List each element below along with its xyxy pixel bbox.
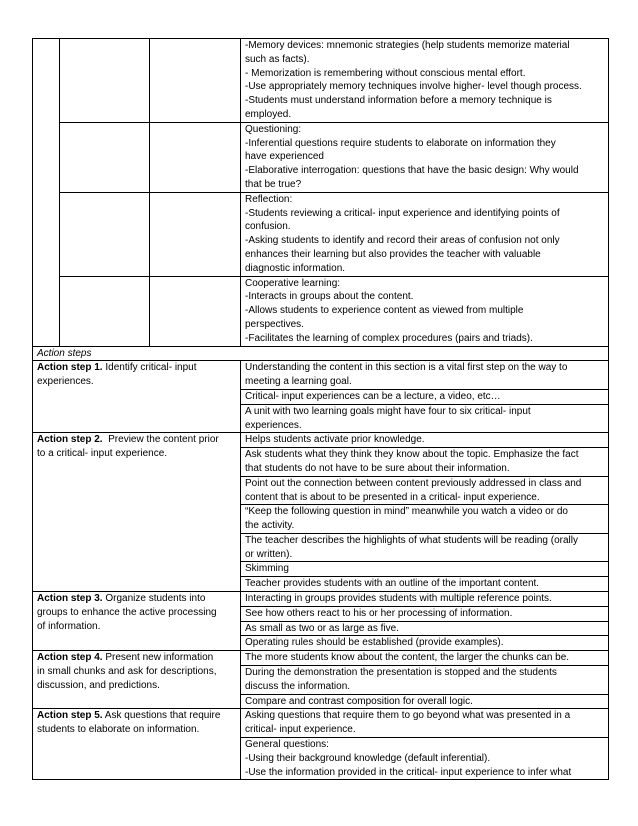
table-row [33, 592, 609, 607]
text-line: During the demonstration the presentation is stopped and the students [245, 667, 557, 679]
action-step-description: Ask questions that require students to elaborate on information. [37, 710, 221, 736]
action-step-title: Action step 1. [37, 362, 103, 374]
empty-cell [150, 122, 241, 192]
text-line: meeting a learning goal. [245, 376, 352, 388]
text-line: that be true? [245, 178, 302, 190]
content-cell [241, 192, 609, 276]
text-line: Critical- input experiences can be a lecture, a video, etc… [245, 390, 501, 402]
text-line: As small as two or as large as five. [245, 622, 399, 634]
text-line: confusion. [245, 221, 291, 233]
step-detail-cell [241, 738, 609, 780]
action-step-label [33, 433, 241, 592]
empty-cell [60, 39, 150, 123]
text-line: The teacher describes the highlights of what students will be reading (orally [245, 534, 578, 546]
empty-cell [150, 192, 241, 276]
action-step-description: Present new information in small chunks and ask for descriptions, discussion, and predictions. [37, 652, 217, 691]
text-line: Teacher provides students with an outline of the important content. [245, 578, 540, 590]
step-detail-cell [241, 361, 609, 390]
action-step-label [33, 709, 241, 780]
action-step-description: Organize students into groups to enhance the active processing of information. [37, 593, 217, 632]
text-line: enhances their learning but also provides the teacher with valuable [245, 248, 541, 260]
lesson-table [32, 38, 609, 780]
text-line: Ask students what they think they know about the topic. Emphasize the fact [245, 449, 579, 461]
table-row [33, 433, 609, 448]
text-line: -Allows students to experience content as viewed from multiple [245, 305, 524, 317]
text-line: Reflection: [245, 193, 293, 205]
text-line: The more students know about the content, the larger the chunks can be. [245, 652, 570, 664]
text-line: - Memorization is remembering without conscious mental effort. [245, 67, 526, 79]
text-line: -Asking students to identify and record their areas of confusion not only [245, 235, 560, 247]
empty-cell [60, 122, 150, 192]
empty-cell [150, 276, 241, 346]
text-line: -Students must understand information before a memory technique is [245, 95, 552, 107]
content-cell [241, 39, 609, 123]
action-step-label [33, 651, 241, 709]
text-line: or written). [245, 548, 293, 560]
text-line: perspectives. [245, 318, 304, 330]
text-line: Cooperative learning: [245, 277, 341, 289]
empty-cell [33, 39, 60, 347]
text-line: -Use the information provided in the critical- input experience to infer what [245, 766, 572, 778]
action-step-description: Identify critical- input experiences. [37, 362, 197, 388]
text-line: A unit with two learning goals might have four to six critical- input [245, 405, 531, 417]
action-step-title: Action step 5. [37, 710, 103, 722]
text-line: content that is about to be presented in a critical- input experience. [245, 491, 540, 503]
action-step-label [33, 592, 241, 651]
step-detail-cell [241, 433, 609, 448]
table-row [33, 122, 609, 192]
step-detail-cell [241, 448, 609, 477]
text-line: the activity. [245, 520, 295, 532]
step-detail-cell [241, 694, 609, 709]
table-row [33, 651, 609, 666]
table-row [33, 276, 609, 346]
text-line: -Use appropriately memory techniques involve higher- level though process. [245, 81, 582, 93]
text-line: -Students reviewing a critical- input experience and identifying points of [245, 207, 560, 219]
step-detail-cell [241, 577, 609, 592]
text-line: Helps students activate prior knowledge. [245, 434, 425, 446]
action-step-label [33, 361, 241, 433]
text-line: -Memory devices: mnemonic strategies (help students memorize material [245, 40, 570, 51]
text-line: Understanding the content in this section is a vital first step on the way to [245, 362, 568, 374]
step-detail-cell [241, 533, 609, 562]
text-line: Skimming [245, 563, 289, 575]
action-step-description: Preview the content prior to a critical- input experience. [37, 434, 219, 460]
step-detail-cell [241, 651, 609, 666]
document-page [32, 38, 608, 780]
table-row [33, 39, 609, 123]
table-row [33, 192, 609, 276]
text-line: See how others react to his or her processing of information. [245, 607, 513, 619]
text-line: discuss the information. [245, 680, 351, 692]
text-line: such as facts). [245, 53, 310, 65]
content-cell [241, 276, 609, 346]
step-detail-cell [241, 592, 609, 607]
step-detail-cell [241, 404, 609, 433]
text-line: Compare and contrast composition for overall logic. [245, 695, 473, 707]
action-step-title: Action step 3. [37, 593, 103, 605]
text-line: have experienced [245, 151, 324, 163]
empty-cell [150, 39, 241, 123]
action-step-title: Action step 4. [37, 652, 103, 664]
text-line: Point out the connection between content previously addressed in class and [245, 477, 582, 489]
step-detail-cell [241, 476, 609, 505]
step-detail-cell [241, 505, 609, 534]
action-step-title: Action step 2. [37, 434, 103, 446]
table-row [33, 346, 609, 361]
text-line: -Elaborative interrogation: questions that have the basic design: Why would [245, 165, 579, 177]
empty-cell [60, 192, 150, 276]
text-line: employed. [245, 108, 292, 120]
step-detail-cell [241, 636, 609, 651]
text-line: Asking questions that require them to go beyond what was presented in a [245, 710, 571, 722]
step-detail-cell [241, 666, 609, 695]
text-line: Operating rules should be established (provide examples). [245, 637, 504, 649]
step-detail-cell [241, 709, 609, 738]
text-line: diagnostic information. [245, 262, 346, 274]
step-detail-cell [241, 389, 609, 404]
text-line: experiences. [245, 419, 302, 431]
text-line: -Interacts in groups about the content. [245, 291, 414, 303]
text-line: -Using their background knowledge (default inferential). [245, 752, 491, 764]
section-header: Action steps [33, 346, 609, 361]
table-row [33, 361, 609, 390]
text-line: Interacting in groups provides students with multiple reference points. [245, 593, 552, 605]
text-line: Questioning: [245, 123, 302, 135]
table-row [33, 709, 609, 738]
text-line: General questions: [245, 739, 329, 751]
text-line: -Facilitates the learning of complex procedures (pairs and triads). [245, 332, 533, 344]
text-line: -Inferential questions require students to elaborate on information they [245, 137, 556, 149]
content-cell [241, 122, 609, 192]
text-line: critical- input experience. [245, 724, 356, 736]
step-detail-cell [241, 562, 609, 577]
text-line: “Keep the following question in mind” meanwhile you watch a video or do [245, 506, 568, 518]
empty-cell [60, 276, 150, 346]
step-detail-cell [241, 621, 609, 636]
text-line: that students do not have to be sure about their information. [245, 462, 510, 474]
step-detail-cell [241, 606, 609, 621]
